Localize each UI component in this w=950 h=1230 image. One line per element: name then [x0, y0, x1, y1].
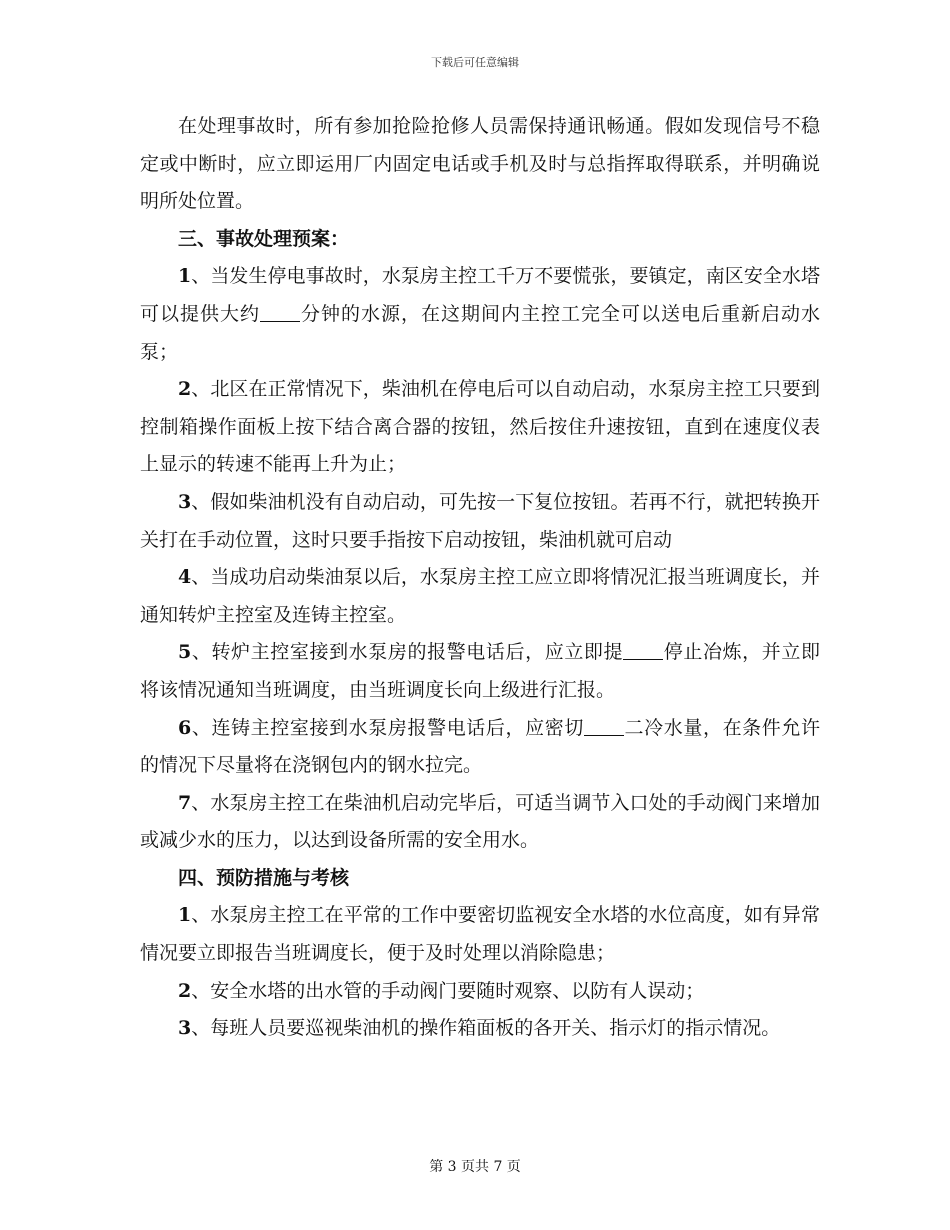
item-number: 7: [178, 791, 192, 814]
item-number: 3: [178, 1017, 192, 1040]
plan-item-2: [140, 371, 820, 484]
item-number: 1: [178, 904, 192, 927]
item-text: 、安全水塔的出水管的手动阀门要随时观察、以防有人误动；: [191, 979, 705, 1002]
page-number-footer: 第 3 页共 7 页: [429, 1159, 521, 1175]
item-text: 停止冶炼，并立即将该情况通知当班调度，由当班调度长向上级进行汇报。: [140, 641, 820, 701]
paragraph-communication: 在处理事故时，所有参加抢险抢修人员需保持通讯畅通。假如发现信号不稳定或中断时，应立即运用厂内固定电话或手机及时与总指挥取得联系，并明确说明所处位置。: [140, 115, 820, 213]
item-number: 6: [178, 716, 192, 739]
fill-blank: [623, 640, 663, 660]
item-number: 2: [178, 378, 192, 401]
item-number: 1: [178, 265, 192, 288]
fill-blank: [584, 716, 624, 736]
item-text: 二冷水量，在条件允许的情况下尽量将在浇钢包内的钢水拉完。: [140, 716, 820, 777]
plan-item-3: [140, 484, 820, 559]
item-number: 3: [178, 490, 192, 513]
plan-item-4: [140, 559, 820, 634]
item-text: 分钟的水源，在这期间内主控工完全可以送电后重新启动水泵；: [140, 302, 820, 363]
prevention-item-1: [140, 897, 820, 972]
section-heading-accident-plan: 三、事故处理预案：: [178, 227, 350, 250]
item-text: 、水泵房主控工在柴油机启动完毕后，可适当调节入口处的手动阀门来增加或减少水的压力，以达到设备所需的安全用水。: [140, 791, 820, 852]
fill-blank: [260, 302, 300, 322]
plan-item-7: [140, 785, 820, 860]
item-text: 、水泵房主控工在平常的工作中要密切监视安全水塔的水位高度，如有异常情况要立即报告当班调度长，便于及时处理以消除隐患；: [140, 904, 820, 965]
plan-item-5: [140, 634, 820, 709]
page-header-note: 下载后可任意编辑: [431, 56, 519, 69]
item-text: 、当成功启动柴油泵以后，水泵房主控工应立即将情况汇报当班调度长，并通知转炉主控室及连铸主控室。: [140, 566, 820, 626]
document-body: [140, 108, 820, 1048]
plan-item-1: [140, 258, 820, 371]
prevention-item-2: [140, 973, 820, 1011]
plan-item-6: [140, 710, 820, 785]
item-text: 、北区在正常情况下，柴油机在停电后可以自动启动，水泵房主控工只要到控制箱操作面板上按下结合离合器的按钮，然后按住升速按钮，直到在速度仪表上显示的转速不能再上升为止；: [140, 378, 820, 476]
prevention-item-3: [140, 1010, 820, 1048]
item-text: 、连铸主控室接到水泵房报警电话后，应密切: [191, 716, 584, 739]
item-number: 5: [178, 641, 192, 664]
item-text: 、假如柴油机没有自动启动，可先按一下复位按钮。若再不行，就把转换开关打在手动位置，这时只要手指按下启动按钮，柴油机就可启动: [140, 490, 820, 551]
item-number: 4: [178, 566, 192, 589]
item-number: 2: [178, 979, 192, 1002]
item-text: 、每班人员要巡视柴油机的操作箱面板的各开关、指示灯的指示情况。: [191, 1017, 781, 1040]
section-heading-prevention: 四、预防措施与考核: [178, 866, 350, 889]
item-text: 、转炉主控室接到水泵房的报警电话后，应立即提: [191, 641, 624, 664]
item-text: 、当发生停电事故时，水泵房主控工千万不要慌张，要镇定，南区安全水塔可以提供大约: [140, 265, 820, 325]
